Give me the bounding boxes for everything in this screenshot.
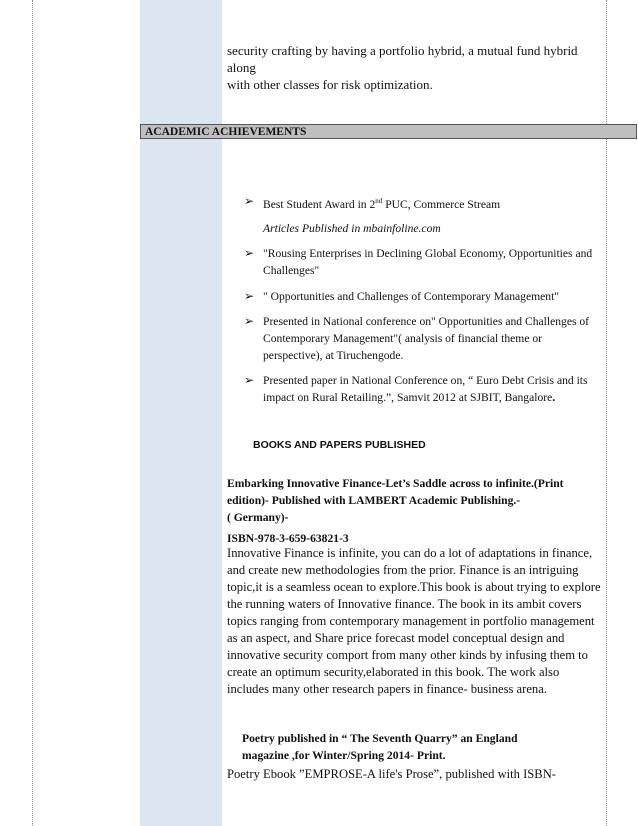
article-item: " Opportunities and Challenges of Contemporary Management" (263, 290, 560, 303)
section-academic-achievements: ACADEMIC ACHIEVEMENTS (140, 124, 637, 139)
conference-item: Presented in National conference on" Opportunities and Challenges of Contemporary Management"( analysis of financial theme or perspective), at Tiruchengode. (263, 315, 590, 362)
bullet-icon: ➢ (244, 314, 255, 328)
book-isbn: ISBN-978-3-659-63821-3 (227, 532, 349, 545)
book-title: Embarking Innovative Finance-Let’s Saddle across to infinite.(Print edition)- Published with LAMBERT Academic Publishing.- ( Germany)- (227, 477, 564, 524)
intro-paragraph: security crafting by having a portfolio hybrid, a mutual fund hybrid along with other classes for risk optimization. (227, 43, 578, 92)
bullet-icon: ➢ (244, 289, 255, 303)
book-description: Innovative Finance is infinite, you can do a lot of adaptations in finance, and create new methodologies from the prior. Finance is an intriguing topic,it is a seamless ocean to explore.This book is about trying to explore the running waters of Innovative finance. The book in its ambit covers topics ranging from contemporary management in portfolio management as an aspect, and Share price forecast model conceptual design and innovative security comport from many other kinds by infusing them to create an optimum security,elaborated in this book. The work also includes many other research papers in finance- business arena. (227, 546, 601, 696)
bullet-icon: ➢ (244, 194, 255, 208)
bullet-icon: ➢ (244, 373, 255, 387)
achievement-award: Best Student Award in 2nd PUC, Commerce Stream (263, 197, 501, 211)
bullet-icon: ➢ (244, 246, 255, 260)
poetry-item: Poetry published in “ The Seventh Quarry” an England magazine ,for Winter/Spring 2014- Print. (242, 732, 518, 762)
article-item: "Rousing Enterprises in Declining Global Economy, Opportunities and Challenges" (263, 247, 593, 277)
page-margin-left (32, 0, 33, 826)
articles-heading: Articles Published in mbainfoline.com (263, 222, 441, 235)
conference-item: Presented paper in National Conference on, “ Euro Debt Crisis and its impact on Rural Retailing.”, Samvit 2012 at SJBIT, Bangalore. (263, 374, 588, 404)
poetry-ebook: Poetry Ebook ”EMPROSE-A life's Prose”, published with ISBN- (227, 767, 556, 781)
books-heading: BOOKS AND PAPERS PUBLISHED (253, 439, 426, 451)
